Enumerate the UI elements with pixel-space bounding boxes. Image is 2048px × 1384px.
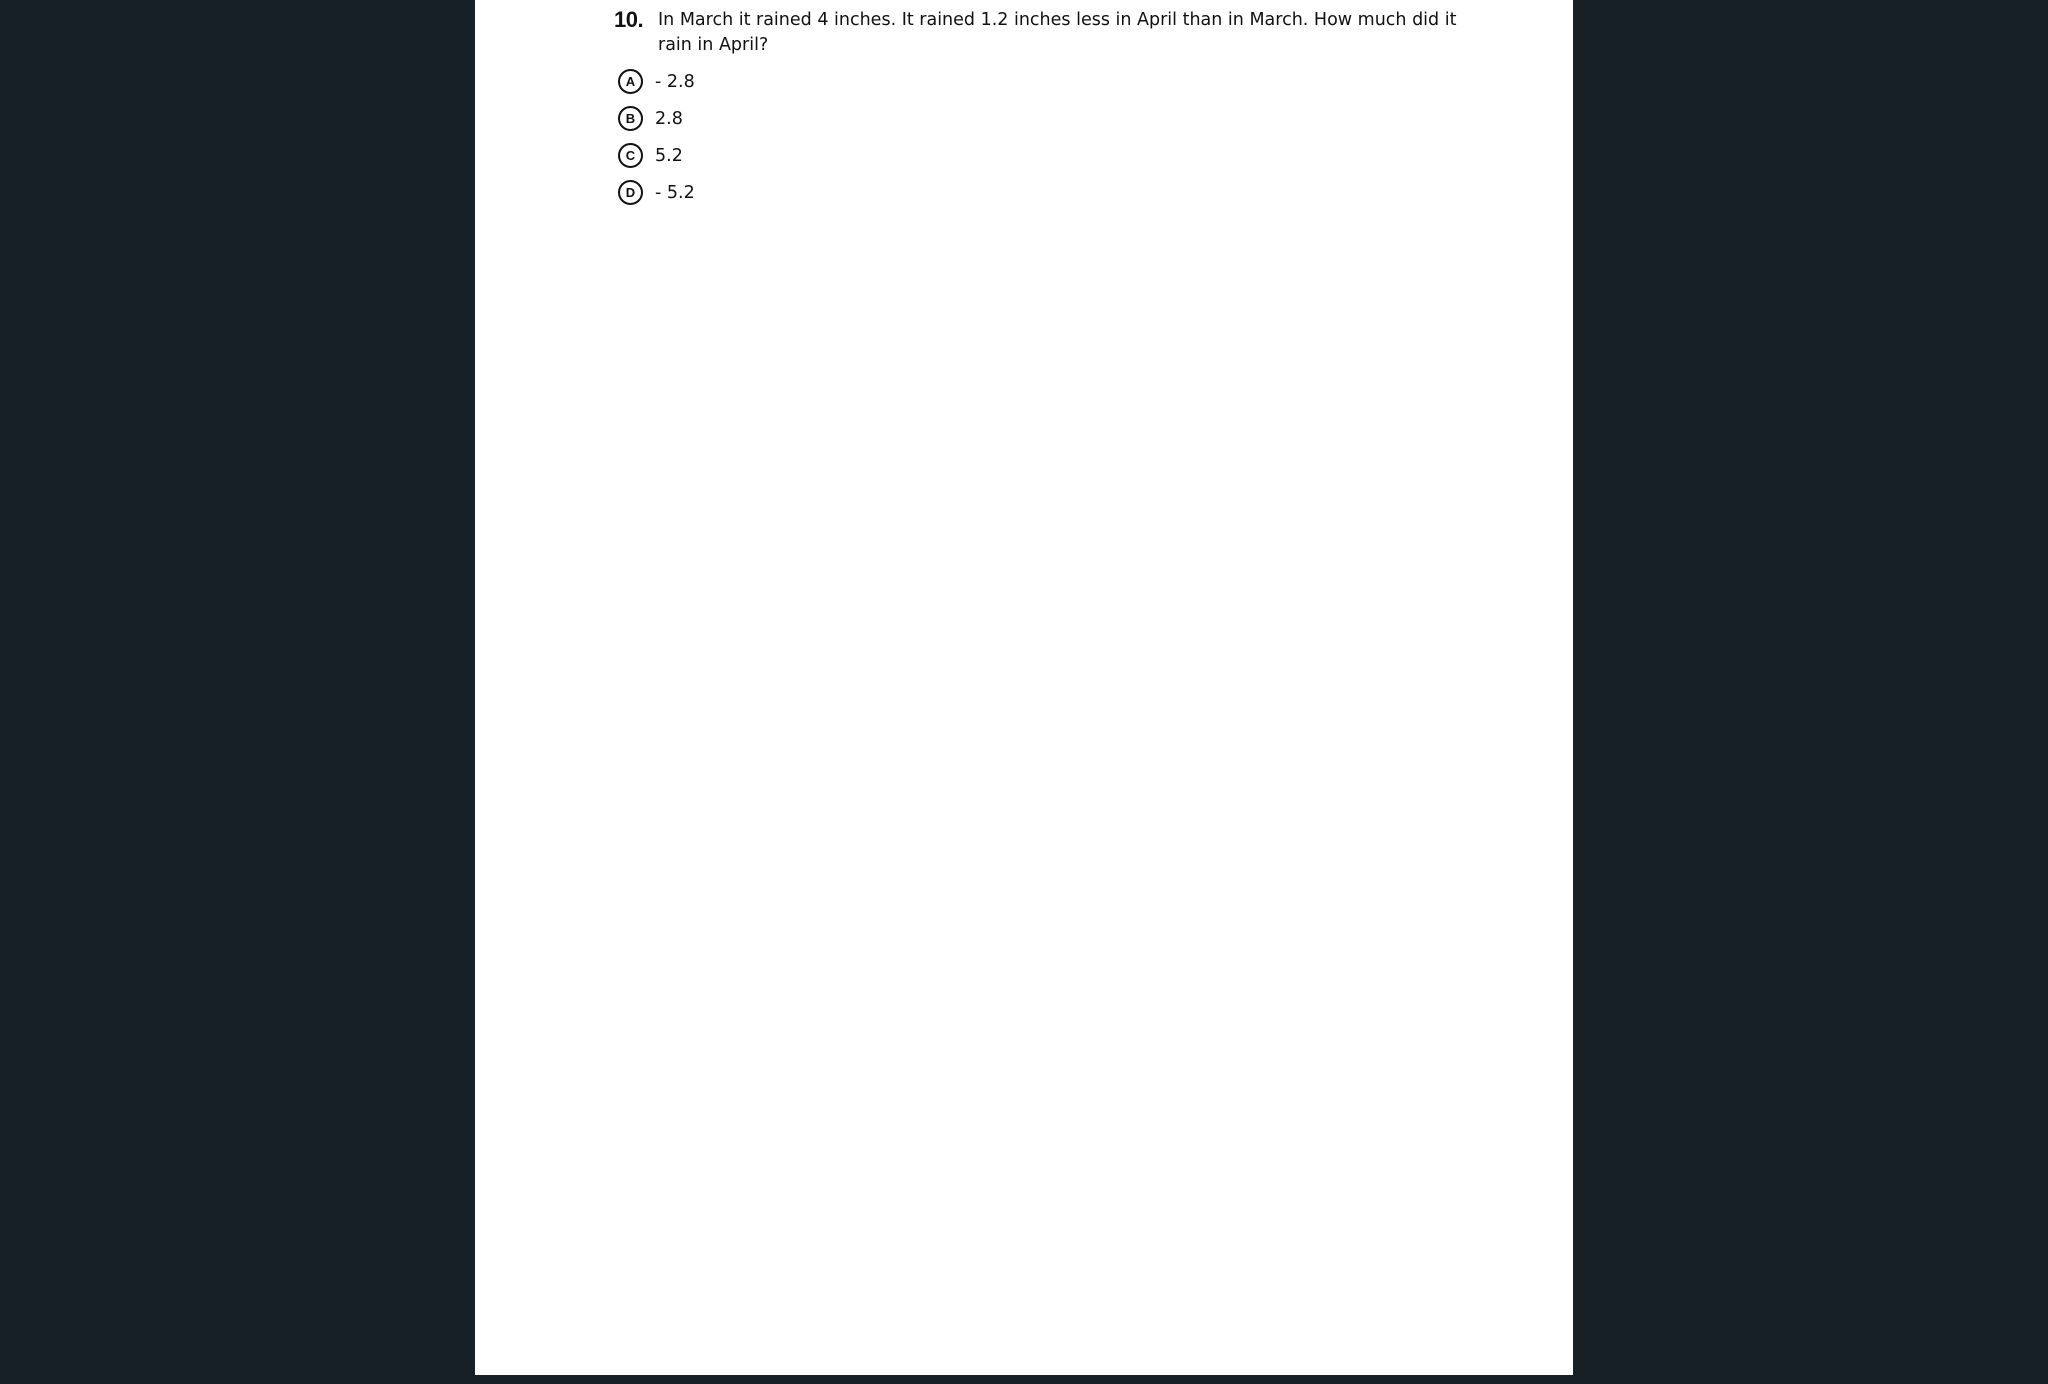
option-a-bubble[interactable]: A (618, 69, 643, 94)
question-number: 10. (614, 7, 644, 32)
option-b-text: 2.8 (655, 108, 683, 129)
answer-options (618, 63, 695, 211)
option-c[interactable] (618, 137, 695, 174)
option-b[interactable] (618, 100, 695, 137)
worksheet-page (475, 0, 1573, 1375)
option-c-bubble[interactable]: C (618, 143, 643, 168)
option-c-text: 5.2 (655, 145, 683, 166)
option-d-bubble[interactable]: D (618, 180, 643, 205)
option-b-bubble[interactable]: B (618, 106, 643, 131)
question-text: In March it rained 4 inches. It rained 1.2 inches less in April than in March. How much did it rain in April? (658, 10, 1457, 55)
option-d[interactable] (618, 174, 695, 211)
option-a-text: - 2.8 (655, 71, 695, 92)
option-d-text: - 5.2 (655, 182, 695, 203)
option-a[interactable] (618, 63, 695, 100)
